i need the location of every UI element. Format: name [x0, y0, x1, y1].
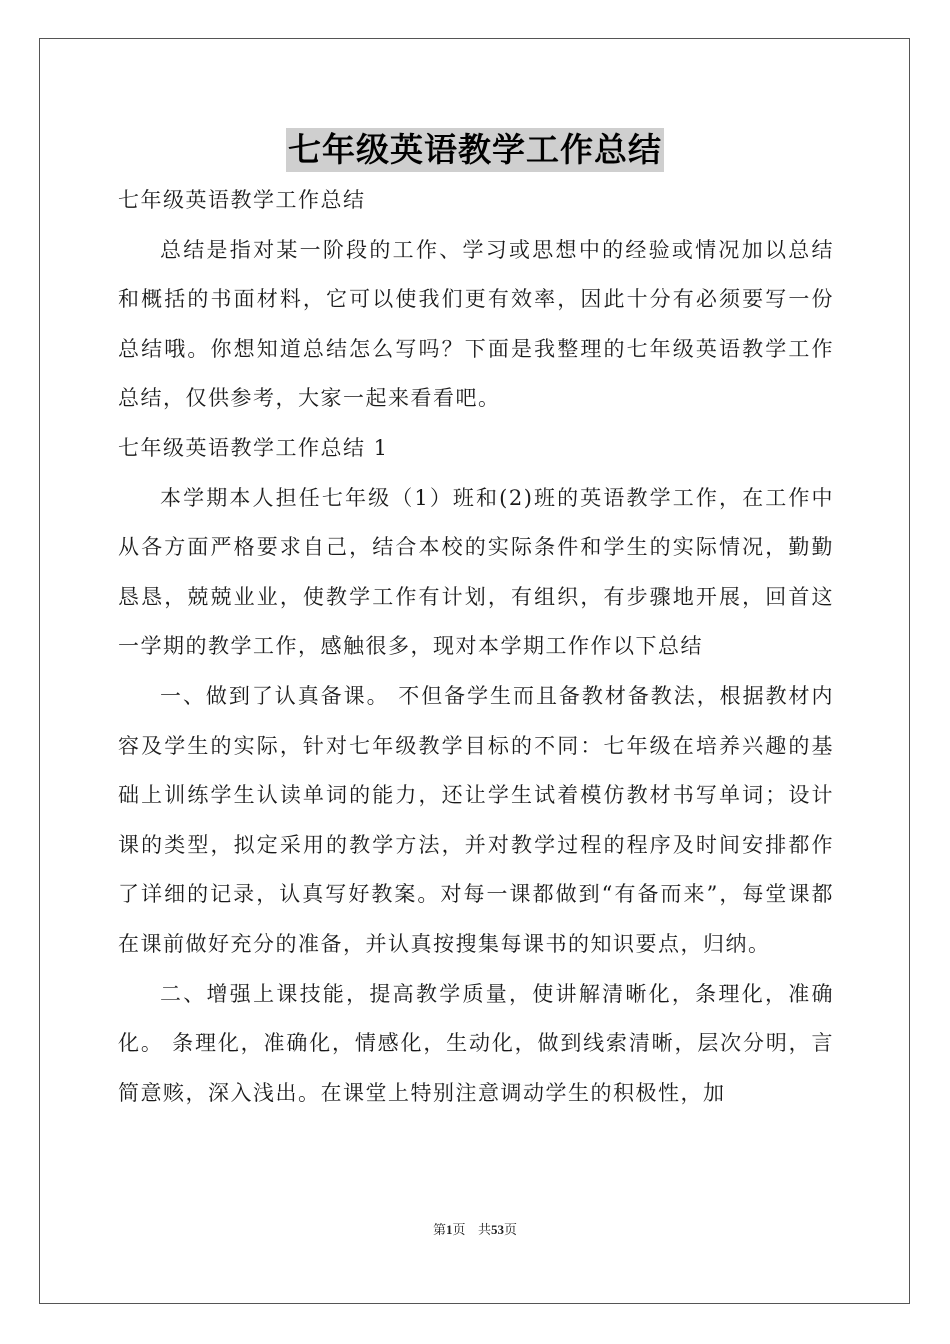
page-footer	[0, 1219, 950, 1238]
footer-total-suffix: 页	[503, 1223, 517, 1238]
document-subtitle: 七年级英语教学工作总结	[118, 188, 366, 212]
footer-prefix: 第	[433, 1223, 447, 1238]
body-paragraph: 二、增强上课技能，提高教学质量，使讲解清晰化，条理化，准确化。 条理化，准确化，情感化，生动化，做到线索清晰，层次分明，言简意赅，深入浅出。在课堂上特别注意调动学生的积极性，加	[118, 981, 834, 1105]
page-number: 1	[446, 1222, 453, 1237]
footer-total-prefix: 共	[477, 1223, 491, 1238]
footer-page-suffix: 页	[452, 1223, 466, 1238]
document-body	[118, 176, 834, 1118]
total-pages: 53	[490, 1222, 504, 1237]
document-title: 七年级英语教学工作总结	[286, 128, 664, 172]
body-paragraph: 一、做到了认真备课。 不但备学生而且备教材备教法，根据教材内容及学生的实际，针对七年级教学目标的不同：七年级在培养兴趣的基础上训练学生认读单词的能力，还让学生试着模仿教材书写单词；设计课的类型，拟定采用的教学方法，并对教学过程的程序及时间安排都作了详细的记录，认真写好教案。对每一课都做到“有备而来”，每堂课都在课前做好充分的准备，并认真按搜集每课书的知识要点，归纳。	[118, 683, 834, 956]
intro-paragraph: 总结是指对某一阶段的工作、学习或思想中的经验或情况加以总结和概括的书面材料，它可以使我们更有效率，因此十分有必须要写一份总结哦。你想知道总结怎么写吗？下面是我整理的七年级英语教学工作总结，仅供参考，大家一起来看看吧。	[118, 237, 834, 411]
section-heading: 七年级英语教学工作总结 1	[118, 435, 389, 460]
title-container	[0, 128, 950, 172]
body-paragraph: 本学期本人担任七年级（1）班和(2)班的英语教学工作，在工作中从各方面严格要求自己，结合本校的实际条件和学生的实际情况，勤勤恳恳，兢兢业业，使教学工作有计划，有组织，有步骤地开展，回首这一学期的教学工作，感触很多，现对本学期工作作以下总结	[118, 485, 834, 659]
